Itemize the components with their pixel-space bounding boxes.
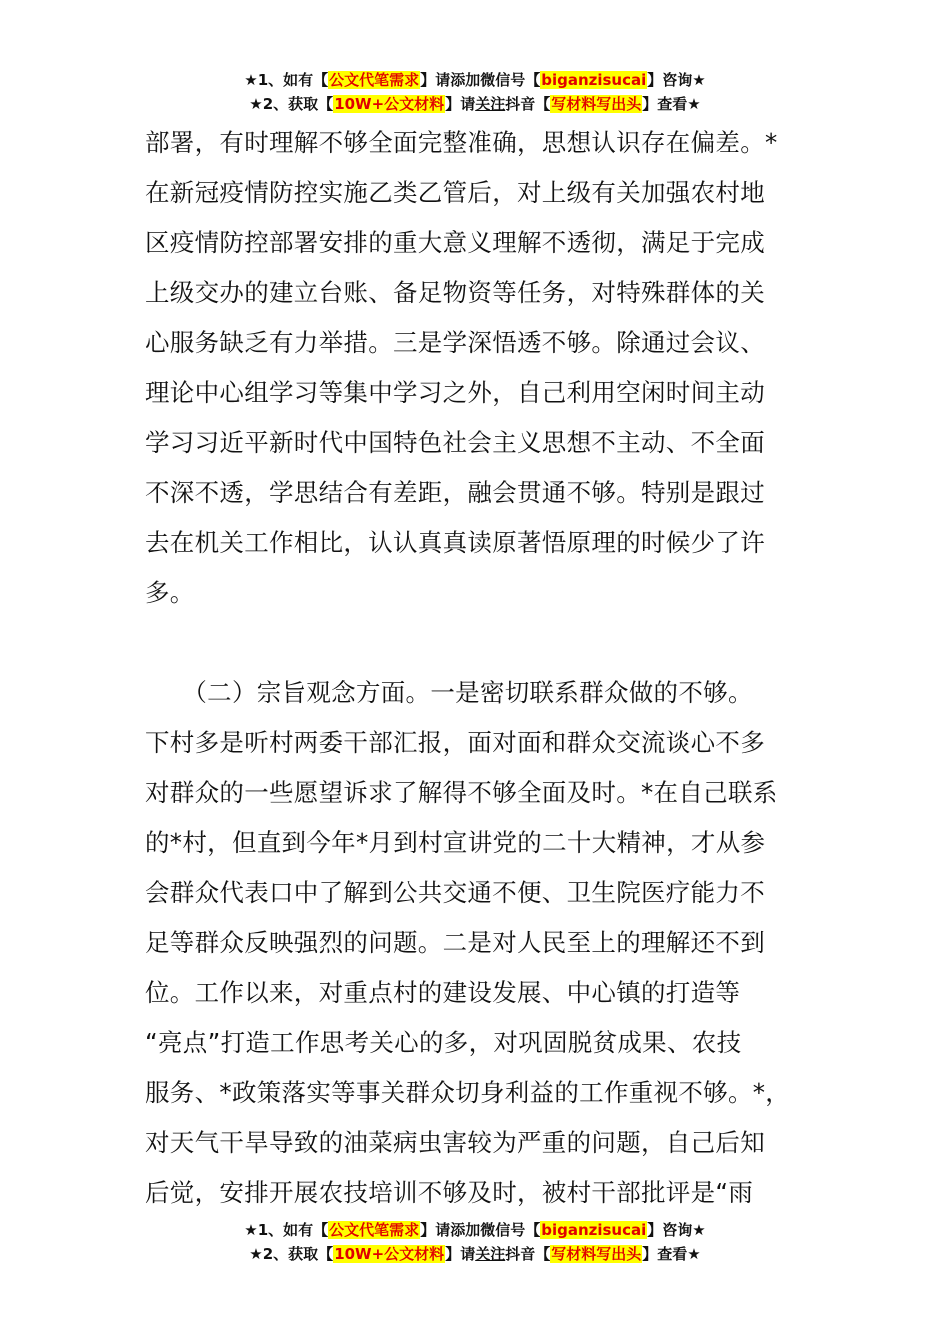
body-line: 学习习近平新时代中国特色社会主义思想不主动、不全面 [145,428,765,457]
promo-text: 】咨询★ [647,1221,706,1239]
promo-line-2 [0,92,950,116]
promo-text: ★2、获取【 [249,95,334,113]
body-line: 心服务缺乏有力举措。三是学深悟透不够。除通过会议、 [145,328,765,357]
promo-text: 】请添加微信号【 [420,71,541,89]
promo-wechat-id: biganzisucai [541,71,647,89]
promo-highlight: 写材料写出头 [551,95,642,113]
promo-text: 抖音【 [505,95,551,113]
promo-text: 】请 [445,95,476,113]
promo-line-2 [0,1242,950,1266]
body-line: 足等群众反映强烈的问题。二是对人民至上的理解还不到 [145,928,765,957]
promo-highlight: 10W+公文材料 [334,1245,445,1263]
promo-line-1 [0,68,950,92]
top-promo-banner [0,68,950,116]
promo-underlined: 关注 [475,1245,506,1263]
body-line: 的*村，但直到今年*月到村宣讲党的二十大精神，才从参 [145,828,766,857]
body-line: 对群众的一些愿望诉求了解得不够全面及时。*在自己联系 [145,778,778,807]
bottom-promo-banner [0,1218,950,1266]
body-line: 后觉，安排开展农技培训不够及时，被村干部批评是“雨 [145,1178,754,1207]
promo-underlined: 关注 [475,95,506,113]
promo-text: 抖音【 [505,1245,551,1263]
promo-text: ★1、如有【 [244,71,329,89]
document-body [145,118,825,1218]
promo-wechat-id: biganzisucai [541,1221,647,1239]
body-line: 多。 [145,578,195,607]
body-line: 会群众代表口中了解到公共交通不便、卫生院医疗能力不 [145,878,765,907]
body-line: 区疫情防控部署安排的重大意义理解不透彻，满足于完成 [145,228,765,257]
promo-text: 】请 [445,1245,476,1263]
body-line: 下村多是听村两委干部汇报，面对面和群众交流谈心不多 [145,728,765,757]
promo-text: ★2、获取【 [249,1245,334,1263]
body-line: 在新冠疫情防控实施乙类乙管后，对上级有关加强农村地 [145,178,765,207]
promo-highlight: 10W+公文材料 [334,95,445,113]
promo-text: 】查看★ [642,1245,701,1263]
body-line: （二）宗旨观念方面。一是密切联系群众做的不够。 [145,678,753,707]
body-line: 服务、*政策落实等事关群众切身利益的工作重视不够。*， [145,1078,791,1107]
promo-highlight: 公文代笔需求 [329,1221,420,1239]
body-line: 不深不透，学思结合有差距，融会贯通不够。特别是跟过 [145,478,765,507]
body-line: 理论中心组学习等集中学习之外，自己利用空闲时间主动 [145,378,765,407]
body-line: 上级交办的建立台账、备足物资等任务，对特殊群体的关 [145,278,765,307]
promo-line-1 [0,1218,950,1242]
promo-text: 】请添加微信号【 [420,1221,541,1239]
promo-text: 】咨询★ [647,71,706,89]
promo-highlight: 公文代笔需求 [329,71,420,89]
body-line: “亮点”打造工作思考关心的多，对巩固脱贫成果、农技 [145,1028,742,1057]
paragraph-gap [145,618,825,668]
body-line: 部署，有时理解不够全面完整准确，思想认识存在偏差。* [145,128,778,157]
promo-highlight: 写材料写出头 [551,1245,642,1263]
body-line: 位。工作以来，对重点村的建设发展、中心镇的打造等 [145,978,741,1007]
body-line: 去在机关工作相比，认认真真读原著悟原理的时候少了许 [145,528,765,557]
body-line: 对天气干旱导致的油菜病虫害较为严重的问题，自己后知 [145,1128,765,1157]
promo-text: 】查看★ [642,95,701,113]
promo-text: ★1、如有【 [244,1221,329,1239]
